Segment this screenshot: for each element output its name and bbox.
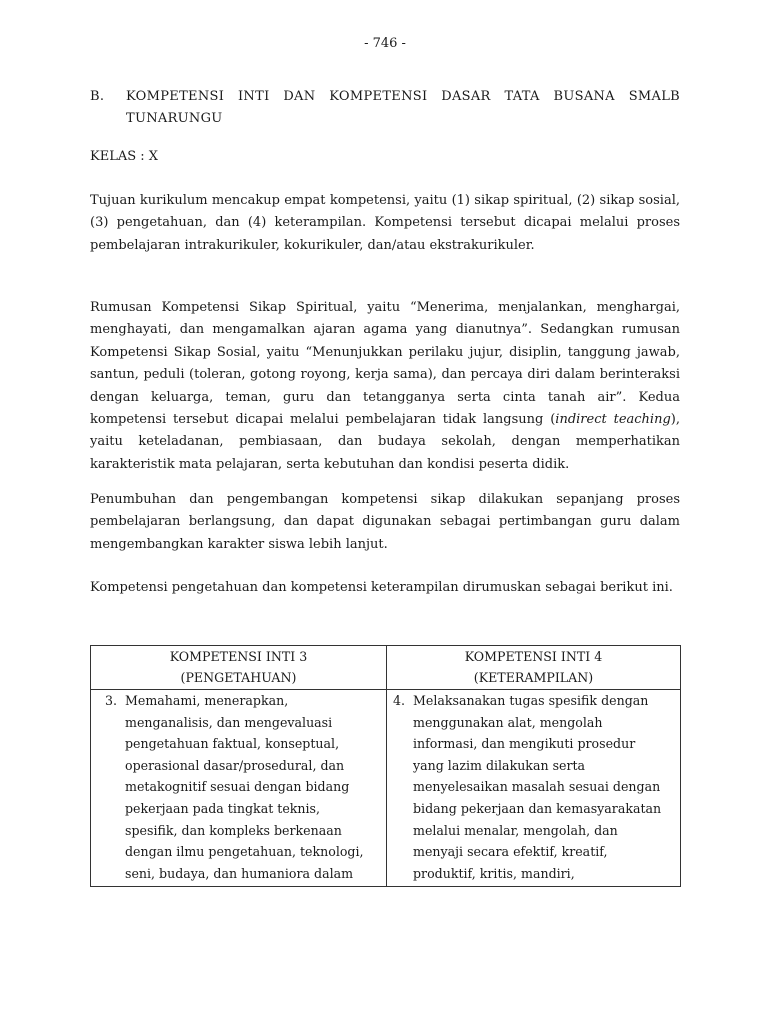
header-line: (KETERAMPILAN) xyxy=(473,670,594,685)
cell-text: Memahami, menerapkan, menganalisis, dan mengevaluasi pengetahuan faktual, konseptual, operasional dasar/prosedural, dan metakognitif sesuai dengan bidang pekerjaan pada tingkat teknis, spesifik, dan kompleks berkenaan dengan ilmu pengetahuan, teknologi, seni, budaya, dan humaniora dalam xyxy=(125,693,364,881)
cell-ki3 xyxy=(91,690,387,887)
table-header-row xyxy=(91,646,681,690)
paragraph-text: Rumusan Kompetensi Sikap Spiritual, yaitu “Menerima, menjalankan, menghargai, menghayati, dan mengamalkan ajaran agama yang dianutnya”. Sedangkan rumusan Kompetensi Sikap Sosial, yaitu “Menunjukkan perilaku jujur, disiplin, tanggung jawab, santun, peduli (toleran, gotong royong, kerja sama), dan percaya diri dalam berinteraksi dengan keluarga, teman, guru dan tetangganya serta cinta tanah air”. Kedua kompetensi tersebut dicapai melalui pembelajaran tidak langsung ( xyxy=(90,300,680,428)
section-letter: B. xyxy=(90,89,105,104)
header-line: KOMPETENSI INTI 4 xyxy=(464,649,603,664)
paragraph-text: ), yaitu keteladanan, pembiasaan, dan budaya sekolah, dengan memperhatikan karakteristik mata pelajaran, serta kebutuhan dan kondisi peserta didik. xyxy=(90,412,680,472)
section-title: KOMPETENSI INTI DAN KOMPETENSI DASAR TATA BUSANA SMALB TUNARUNGU xyxy=(126,89,680,126)
header-line: KOMPETENSI INTI 3 xyxy=(169,649,308,664)
paragraph-attitude-development: Penumbuhan dan pengembangan kompetensi sikap dilakukan sepanjang proses pembelajaran berlangsung, dan dapat digunakan sebagai pertimbangan guru dalam mengembangkan karakter siswa lebih lanjut. xyxy=(90,492,680,552)
page-number: - 746 - xyxy=(364,36,406,51)
paragraph-curriculum-goals: Tujuan kurikulum mencakup empat kompetensi, yaitu (1) sikap spiritual, (2) sikap sosial, (3) pengetahuan, dan (4) keterampilan. Kompetensi tersebut dicapai melalui proses pembelajaran intrakurikuler, kokurikuler, dan/atau ekstrakurikuler. xyxy=(90,193,680,253)
header-line: (PENGETAHUAN) xyxy=(180,670,297,685)
paragraph-attitude-competency xyxy=(90,297,680,476)
competency-table xyxy=(90,645,681,887)
paragraph-intro-table: Kompetensi pengetahuan dan kompetensi keterampilan dirumuskan sebagai berikut ini. xyxy=(90,580,673,595)
header-ki3 xyxy=(91,646,387,690)
table-row xyxy=(91,690,681,887)
class-label: KELAS : X xyxy=(90,149,159,164)
cell-text: Melaksanakan tugas spesifik dengan menggunakan alat, mengolah informasi, dan mengikuti prosedur yang lazim dilakukan serta menyelesaikan masalah sesuai dengan bidang pekerjaan dan kemasyarakatan melalui menalar, mengolah, dan menyaji secara efektif, kreatif, produktif, kritis, mandiri, xyxy=(413,693,662,881)
item-number: 4. xyxy=(392,693,405,708)
cell-ki4 xyxy=(387,690,681,887)
italic-term: indirect teaching xyxy=(555,412,671,428)
item-number: 3. xyxy=(104,693,117,708)
header-ki4 xyxy=(387,646,681,690)
